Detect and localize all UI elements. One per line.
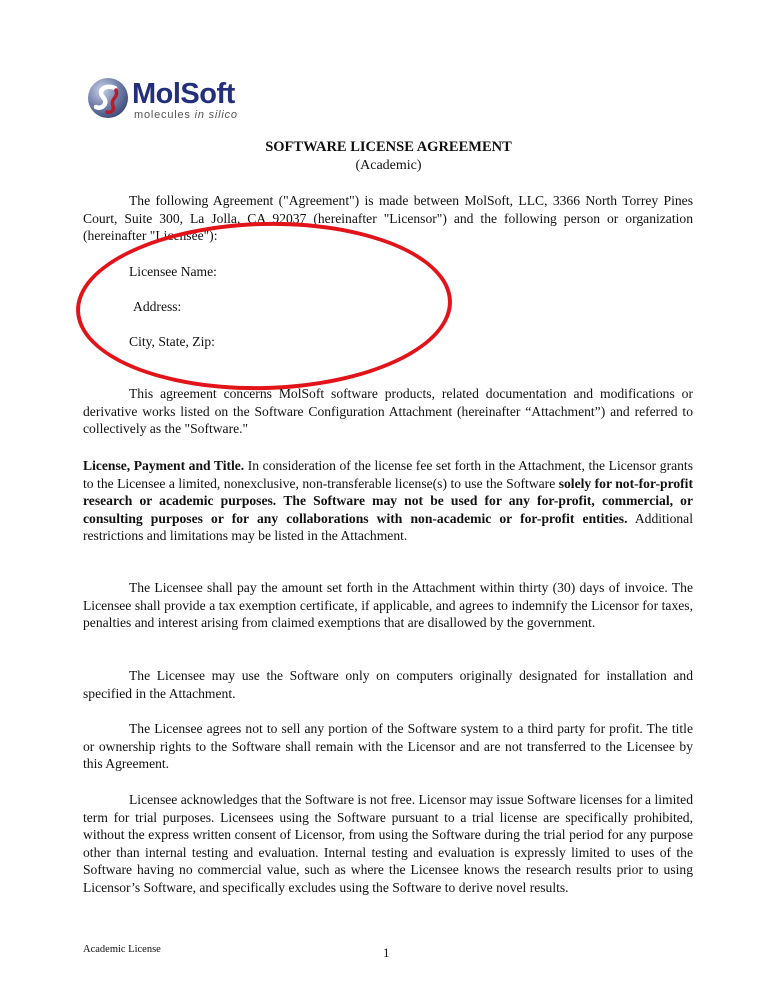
- logo-tagline-start: molecules: [134, 109, 195, 121]
- license-text-3: Additional restrictions and limitations may be listed in the Attachment.: [83, 510, 693, 544]
- license-text-1: In consideration of the license fee set forth in the Attachment, the Licensor grants to the Licensee a limited, nonexclusive, non-transferable license(s) to use the Software: [83, 458, 693, 491]
- resale-paragraph: The Licensee agrees not to sell any portion of the Software system to a third party for profit. The title or ownership rights to the Software shall remain with the Licensor and are not transferred to the Licensee by this Agreement.: [83, 721, 693, 772]
- logo-wordmark: MolSoft: [132, 78, 235, 110]
- address-field: Address:: [133, 299, 182, 314]
- logo-tagline-italic: in silico: [194, 109, 238, 121]
- molsoft-logo: [86, 76, 276, 126]
- page-number: 1: [383, 945, 390, 960]
- document-title: SOFTWARE LICENSE AGREEMENT: [265, 139, 512, 155]
- software-scope-paragraph: This agreement concerns MolSoft software products, related documentation and modifications or derivative works listed on the Software Configuration Attachment (hereinafter “Attachment”) and referred to collectively as the "Software.": [83, 386, 693, 437]
- license-bold-1: solely for not-for-profit research or academic purposes.: [83, 475, 693, 509]
- city-state-zip-field: City, State, Zip:: [129, 334, 215, 349]
- computers-paragraph: The Licensee may use the Software only on computers originally designated for installation and specified in the Attachment.: [83, 668, 693, 701]
- license-bold-2: The Software may not be used for any for-profit, commercial, or consulting purposes or for any collaborations with non-academic or for-profit entities.: [83, 493, 693, 526]
- document-subtitle: (Academic): [355, 158, 422, 173]
- license-heading: License, Payment and Title.: [83, 458, 245, 473]
- footer-label: Academic License: [83, 944, 161, 955]
- licensee-name-field: Licensee Name:: [129, 264, 217, 279]
- payment-paragraph: The Licensee shall pay the amount set forth in the Attachment within thirty (30) days of invoice. The Licensee shall provide a tax exemption certificate, if applicable, and agrees to indemnify the Licensor for taxes, penalties and interest arising from claimed exemptions that are disallowed by the government.: [83, 580, 693, 631]
- molsoft-logo-icon: [86, 76, 130, 120]
- intro-paragraph: The following Agreement ("Agreement") is made between MolSoft, LLC, 3366 North Torrey Pines Court, Suite 300, La Jolla, CA 92037 (hereinafter "Licensor") and the following person or organization (hereinafter "Licensee"):: [83, 193, 693, 244]
- license-payment-title-paragraph: [83, 457, 693, 545]
- trial-paragraph: Licensee acknowledges that the Software is not free. Licensor may issue Software licenses for a limited term for trial purposes. Licensees using the Software pursuant to a trial license are specifically prohibited, without the express written consent of Licensor, from using the Software during the trial period for any purpose other than internal testing and evaluation. Internal testing and evaluation is expressly limited to uses of the Software having no commercial value, such as where the Licensee knows the research results prior to using Licensor’s Software, and specifically excludes using the Software to derive novel results.: [83, 792, 693, 895]
- logo-tagline: [134, 109, 238, 121]
